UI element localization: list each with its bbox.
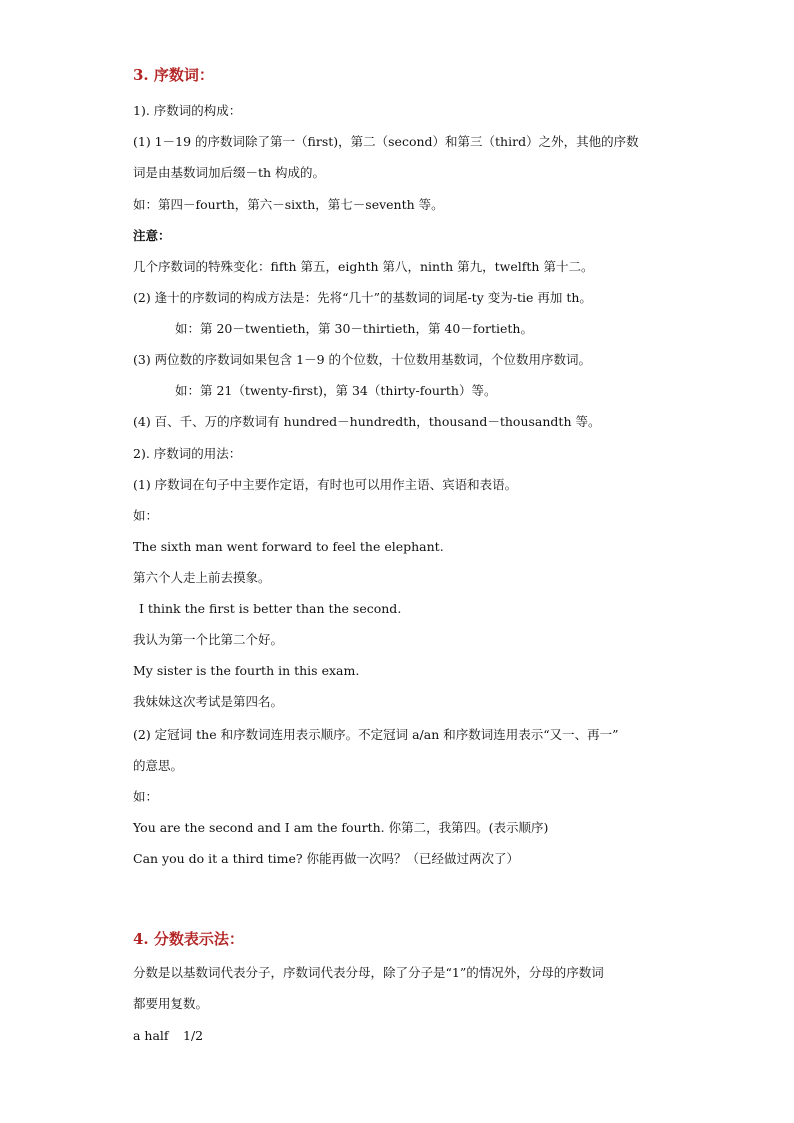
sentence-2-english: I think the first is better than the second.	[139, 601, 402, 616]
section-4-heading: 4. 分数表示法：	[133, 930, 244, 948]
usage-rule-2-line-2: 的意思。	[133, 758, 184, 773]
paragraph-rule-3: (3) 两位数的序数词如果包含 1－9 的个位数，十位数用基数词，个位数用序数词。	[133, 352, 592, 367]
usage-rule-2-line-1: (2) 定冠词 the 和序数词连用表示顺序。不定冠词 a/an 和序数词连用表示“又一、再一”	[133, 727, 619, 742]
example-rule-2: 如：第 20－twentieth，第 30－thirtieth，第 40－fortieth。	[175, 321, 533, 336]
fraction-value: 1/2	[183, 1028, 204, 1043]
example-rule-3: 如：第 21（twenty-first)，第 34（thirty-fourth）等。	[175, 383, 497, 398]
sentence-3-english: My sister is the fourth in this exam.	[133, 663, 360, 678]
sentence-4: You are the second and I am the fourth. 你第二，我第四。(表示顺序)	[133, 820, 549, 835]
paragraph-rule-2: (2) 逢十的序数词的构成方法是：先将“几十”的基数词的词尾-ty 变为-tie 再加 th。	[133, 290, 592, 305]
fraction-word: a half	[133, 1028, 169, 1043]
usage-rule-1: (1) 序数词在句子中主要作定语，有时也可以用作主语、宾语和表语。	[133, 477, 518, 492]
example-label-1: 如：	[133, 508, 159, 523]
fraction-paragraph-line-1: 分数是以基数词代表分子，序数词代表分母，除了分子是“1”的情况外，分母的序数词	[133, 965, 604, 980]
fraction-paragraph-line-2: 都要用复数。	[133, 996, 209, 1011]
example-rule-1: 如：第四－fourth，第六－sixth，第七－seventh 等。	[133, 197, 444, 212]
sentence-5: Can you do it a third time? 你能再做一次吗？（已经做过两次了）	[133, 851, 520, 866]
subheading-usage: 2). 序数词的用法：	[133, 446, 242, 461]
sentence-2-chinese: 我认为第一个比第二个好。	[133, 632, 284, 647]
section-3-heading: 3. 序数词：	[133, 66, 214, 84]
note-label: 注意：	[133, 228, 171, 243]
note-text: 几个序数词的特殊变化：fifth 第五，eighth 第八，ninth 第九，twelfth 第十二。	[133, 259, 594, 274]
subheading-formation: 1). 序数词的构成：	[133, 103, 242, 118]
paragraph-rule-1-line-1: (1) 1－19 的序数词除了第一（first)，第二（second）和第三（third）之外，其他的序数	[133, 134, 639, 149]
example-label-2: 如：	[133, 789, 159, 804]
paragraph-rule-4: (4) 百、千、万的序数词有 hundred－hundredth，thousand－thousandth 等。	[133, 414, 601, 429]
paragraph-rule-1-line-2: 词是由基数词加后缀－th 构成的。	[133, 165, 326, 180]
sentence-1-english: The sixth man went forward to feel the elephant.	[133, 539, 444, 554]
sentence-3-chinese: 我妹妹这次考试是第四名。	[133, 694, 284, 709]
sentence-1-chinese: 第六个人走上前去摸象。	[133, 570, 271, 585]
